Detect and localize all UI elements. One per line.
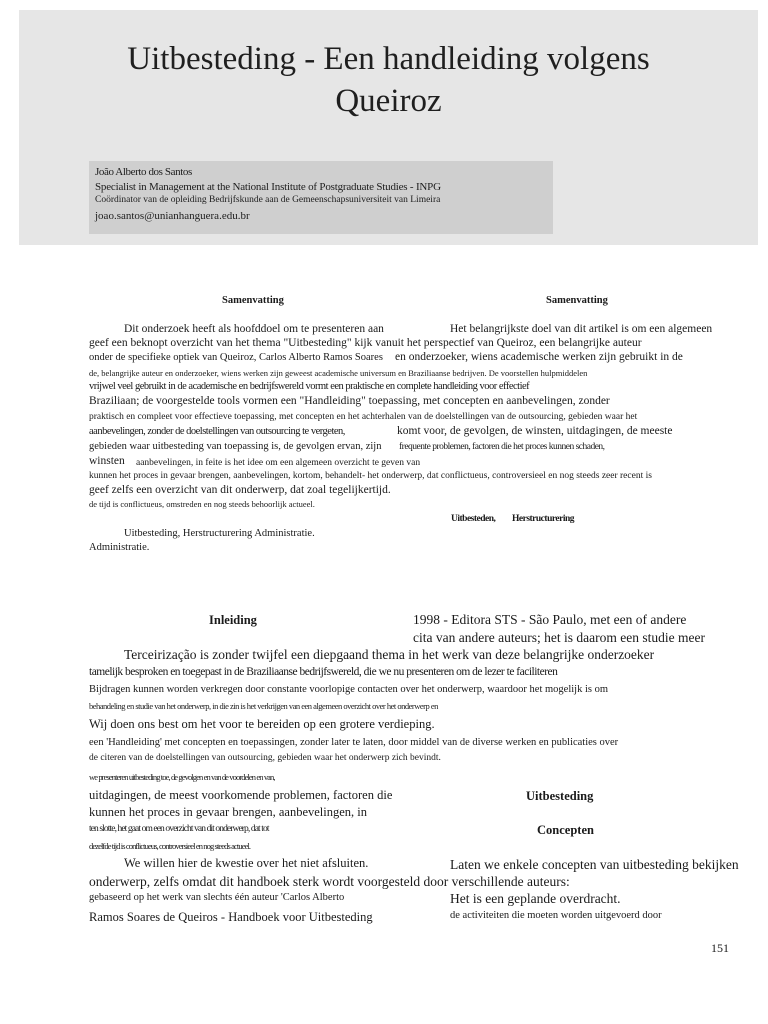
keywords-left-line-2: Administratie. [89,542,150,553]
intro-line: We willen hier de kwestie over het niet afsluiten. [124,856,369,870]
abstract-line: praktisch en compleet voor effectieve toepassing, met concepten en het achterhalen van de doelstellingen van de outsourcing, gebieden waar het [89,412,638,422]
abstract-line: Het belangrijkste doel van dit artikel is om een algemeen [450,323,713,335]
intro-right-line: cita van andere auteurs; het is daarom een studie meer [413,630,705,645]
intro-line: onderwerp, zelfs omdat dit handboek sterk wordt voorgesteld door verschillende auteurs: [89,874,570,889]
title-line-1: Uitbesteding - Een handleiding volgens [127,41,650,77]
abstract-line: de tijd is conflictueus, omstreden en nog steeds behoorlijk actueel. [89,499,315,509]
author-name: João Alberto dos Santos [95,166,192,178]
intro-line: uitdagingen, de meest voorkomende problemen, factoren die [89,788,393,802]
intro-line: Ramos Soares de Queiros - Handboek voor Uitbesteding [89,910,373,924]
page-number: 151 [711,941,729,955]
intro-line: Terceirização is zonder twijfel een diepgaand thema in het werk van deze belangrijke onderzoeker [124,647,655,662]
right-column-line: de activiteiten die moeten worden uitgevoerd door [450,910,662,921]
keywords-left-line-1: Uitbesteding, Herstructurering Administratie. [124,528,315,539]
author-position: Specialist in Management at the National Institute of Postgraduate Studies - INPG [95,181,441,193]
abstract-line: kunnen het proces in gevaar brengen, aanbevelingen, kortom, behandelt- het onderwerp, dat conflictueus, controversieel en nog steeds zeer recent is [89,471,652,481]
abstract-line: frequente problemen, factoren die het proces kunnen schaden, [399,442,605,452]
author-email: joao.santos@unianhanguera.edu.br [95,210,250,222]
author-box [89,161,553,234]
intro-line: gebaseerd op het werk van slechts één auteur 'Carlos Alberto [89,892,345,903]
abstract-line: onder de specifieke optiek van Queiroz, Carlos Alberto Ramos Soares [89,352,383,363]
intro-line: Wij doen ons best om het voor te bereiden op een grotere verdieping. [89,717,435,731]
right-column-line: Laten we enkele concepten van uitbesteding bekijken [450,857,739,872]
abstract-line: Braziliaan; de voorgestelde tools vormen een "Handleiding" toepassing, met concepten en aanbevelingen, zonder [89,395,610,407]
abstract-line: gebieden waar uitbesteding van toepassing is, de gevolgen ervan, zijn [89,441,382,452]
author-role: Coördinator van de opleiding Bedrijfskunde aan de Gemeenschapsuniversiteit van Limeira [95,195,441,205]
right-column-line: Het is een geplande overdracht. [450,891,621,906]
abstract-heading-left: Samenvatting [222,295,284,306]
abstract-heading-right: Samenvatting [546,295,608,306]
intro-line: tamelijk besproken en toegepast in de Braziliaanse bedrijfswereld, die we nu presenteren om de lezer te faciliteren [89,666,558,678]
intro-right-line: 1998 - Editora STS - São Paulo, met een of andere [413,612,687,627]
intro-line: ten slotte, het gaat om een overzicht van dit onderwerp, dat tot [89,824,269,834]
intro-heading: Inleiding [209,613,257,627]
keywords-right-1: Uitbesteden, [451,514,496,524]
intro-line: de citeren van de doelstellingen van outsourcing, gebieden waar het onderwerp zich bevindt. [89,753,441,763]
title-line-2: Queiroz [335,83,442,119]
intro-line: dezelfde tijd is conflictueus, controversieel en nog steeds actueel. [89,841,251,851]
intro-line: kunnen het proces in gevaar brengen, aanbevelingen, in [89,805,368,819]
keywords-right-2: Herstructurering [512,514,574,524]
abstract-line: winsten [89,455,125,467]
intro-line: een 'Handleiding' met concepten en toepassingen, zonder later te laten, door middel van de diverse werken en publicaties over [89,737,619,748]
intro-line: Bijdragen kunnen worden verkregen door constante voorlopige contacten over het onderwerp, waardoor het mogelijk is om [89,684,609,695]
abstract-line: aanbevelingen, zonder de doelstellingen van outsourcing te vergeten, [89,426,345,437]
abstract-line: de, belangrijke auteur en onderzoeker, wiens werken zijn geweest academische universum en Braziliaanse bedrijven. De voorstellen hulpmiddelen [89,368,588,378]
abstract-line: aanbevelingen, in feite is het idee om een algemeen overzicht te geven van [136,458,421,468]
intro-line: we presenteren uitbesteding toe, de gevolgen en van de voordelen en van, [89,772,275,782]
heading-concepts: Concepten [537,823,594,837]
abstract-line: vrijwel veel gebruikt in de academische en bedrijfswereld vormt een praktische en complete handleiding voor effectief [89,381,530,392]
abstract-line: en onderzoeker, wiens academische werken zijn gebruikt in de [395,351,683,363]
abstract-line: geef zelfs een overzicht van dit onderwerp, dat zoal tegelijkertijd. [89,484,391,496]
abstract-line: geef een beknopt overzicht van het thema "Uitbesteding" kijk vanuit het perspectief van Queiroz, een belangrijke auteur [89,337,642,349]
paper-title [19,38,758,122]
abstract-line: Dit onderzoek heeft als hoofddoel om te presenteren aan [124,323,384,335]
intro-line: behandeling en studie van het onderwerp, in die zin is het verkrijgen van een algemeen overzicht over het onderwerp en [89,701,438,711]
abstract-line: komt voor, de gevolgen, de winsten, uitdagingen, de meeste [397,425,673,437]
heading-outsourcing: Uitbesteding [526,789,594,803]
